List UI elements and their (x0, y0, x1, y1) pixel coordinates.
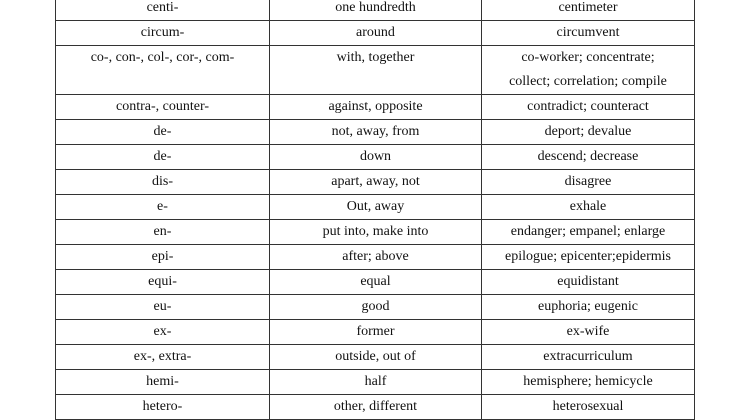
example-line: circumvent (556, 25, 620, 40)
table-row (56, 345, 695, 370)
meaning-cell: outside, out of (270, 345, 482, 370)
examples-cell (482, 195, 695, 220)
table-row (56, 46, 695, 95)
prefix-cell: epi- (56, 245, 270, 270)
prefix-cell: hemi- (56, 370, 270, 395)
meaning-cell: against, opposite (270, 95, 482, 120)
example-line: collect; correlation; compile (509, 74, 667, 89)
examples-cell (482, 120, 695, 145)
examples-cell (482, 170, 695, 195)
meaning-cell: one hundredth (270, 0, 482, 21)
examples-cell (482, 245, 695, 270)
meaning-cell: former (270, 320, 482, 345)
prefix-cell: e- (56, 195, 270, 220)
prefix-cell: equi- (56, 270, 270, 295)
meaning-cell: with, together (270, 46, 482, 95)
example-line: centimeter (558, 0, 618, 15)
prefix-cell: centi- (56, 0, 270, 21)
meaning-cell: equal (270, 270, 482, 295)
example-line: hemisphere; hemicycle (523, 374, 653, 389)
example-line: endanger; empanel; enlarge (510, 224, 666, 239)
table-row (56, 395, 695, 420)
meaning-cell: around (270, 21, 482, 46)
examples-cell (482, 95, 695, 120)
table-row (56, 245, 695, 270)
prefix-cell: circum- (56, 21, 270, 46)
prefix-cell: de- (56, 145, 270, 170)
prefix-cell: ex-, extra- (56, 345, 270, 370)
prefix-cell: de- (56, 120, 270, 145)
prefix-cell: contra-, counter- (56, 95, 270, 120)
table-row (56, 0, 695, 21)
table-row (56, 170, 695, 195)
table-row (56, 295, 695, 320)
meaning-cell: after; above (270, 245, 482, 270)
meaning-cell: other, different (270, 395, 482, 420)
examples-cell (482, 220, 695, 245)
table-row (56, 195, 695, 220)
prefix-cell: dis- (56, 170, 270, 195)
prefix-cell: eu- (56, 295, 270, 320)
example-line: disagree (564, 174, 612, 189)
example-line: equidistant (557, 274, 619, 289)
examples-cell (482, 320, 695, 345)
examples-cell (482, 145, 695, 170)
table-row (56, 320, 695, 345)
examples-cell (482, 370, 695, 395)
prefix-cell: co-, con-, col-, cor-, com- (56, 46, 270, 95)
table-body (56, 0, 695, 420)
example-line: exhale (569, 199, 607, 214)
prefix-cell: ex- (56, 320, 270, 345)
example-line: epilogue; epicenter;epidermis (505, 249, 671, 264)
example-line: descend; decrease (537, 149, 639, 164)
examples-cell (482, 0, 695, 21)
prefix-cell: hetero- (56, 395, 270, 420)
meaning-cell: half (270, 370, 482, 395)
example-line: heterosexual (552, 399, 624, 414)
examples-cell (482, 345, 695, 370)
meaning-cell: apart, away, not (270, 170, 482, 195)
meaning-cell: down (270, 145, 482, 170)
examples-cell (482, 21, 695, 46)
prefix-table (55, 0, 695, 420)
examples-cell (482, 395, 695, 420)
example-line: co-worker; concentrate; (521, 50, 655, 65)
example-line: ex-wife (566, 324, 610, 339)
meaning-cell: put into, make into (270, 220, 482, 245)
table-row (56, 220, 695, 245)
table-row (56, 120, 695, 145)
meaning-cell: not, away, from (270, 120, 482, 145)
examples-cell (482, 270, 695, 295)
meaning-cell: good (270, 295, 482, 320)
table-row (56, 270, 695, 295)
table-row (56, 370, 695, 395)
examples-cell (482, 46, 695, 95)
example-line: contradict; counteract (527, 99, 649, 114)
table-row (56, 145, 695, 170)
table-row (56, 95, 695, 120)
example-line: extracurriculum (543, 349, 633, 364)
prefix-cell: en- (56, 220, 270, 245)
table-row (56, 21, 695, 46)
meaning-cell: Out, away (270, 195, 482, 220)
example-line: deport; devalue (544, 124, 632, 139)
examples-cell (482, 295, 695, 320)
example-line: euphoria; eugenic (538, 299, 638, 314)
